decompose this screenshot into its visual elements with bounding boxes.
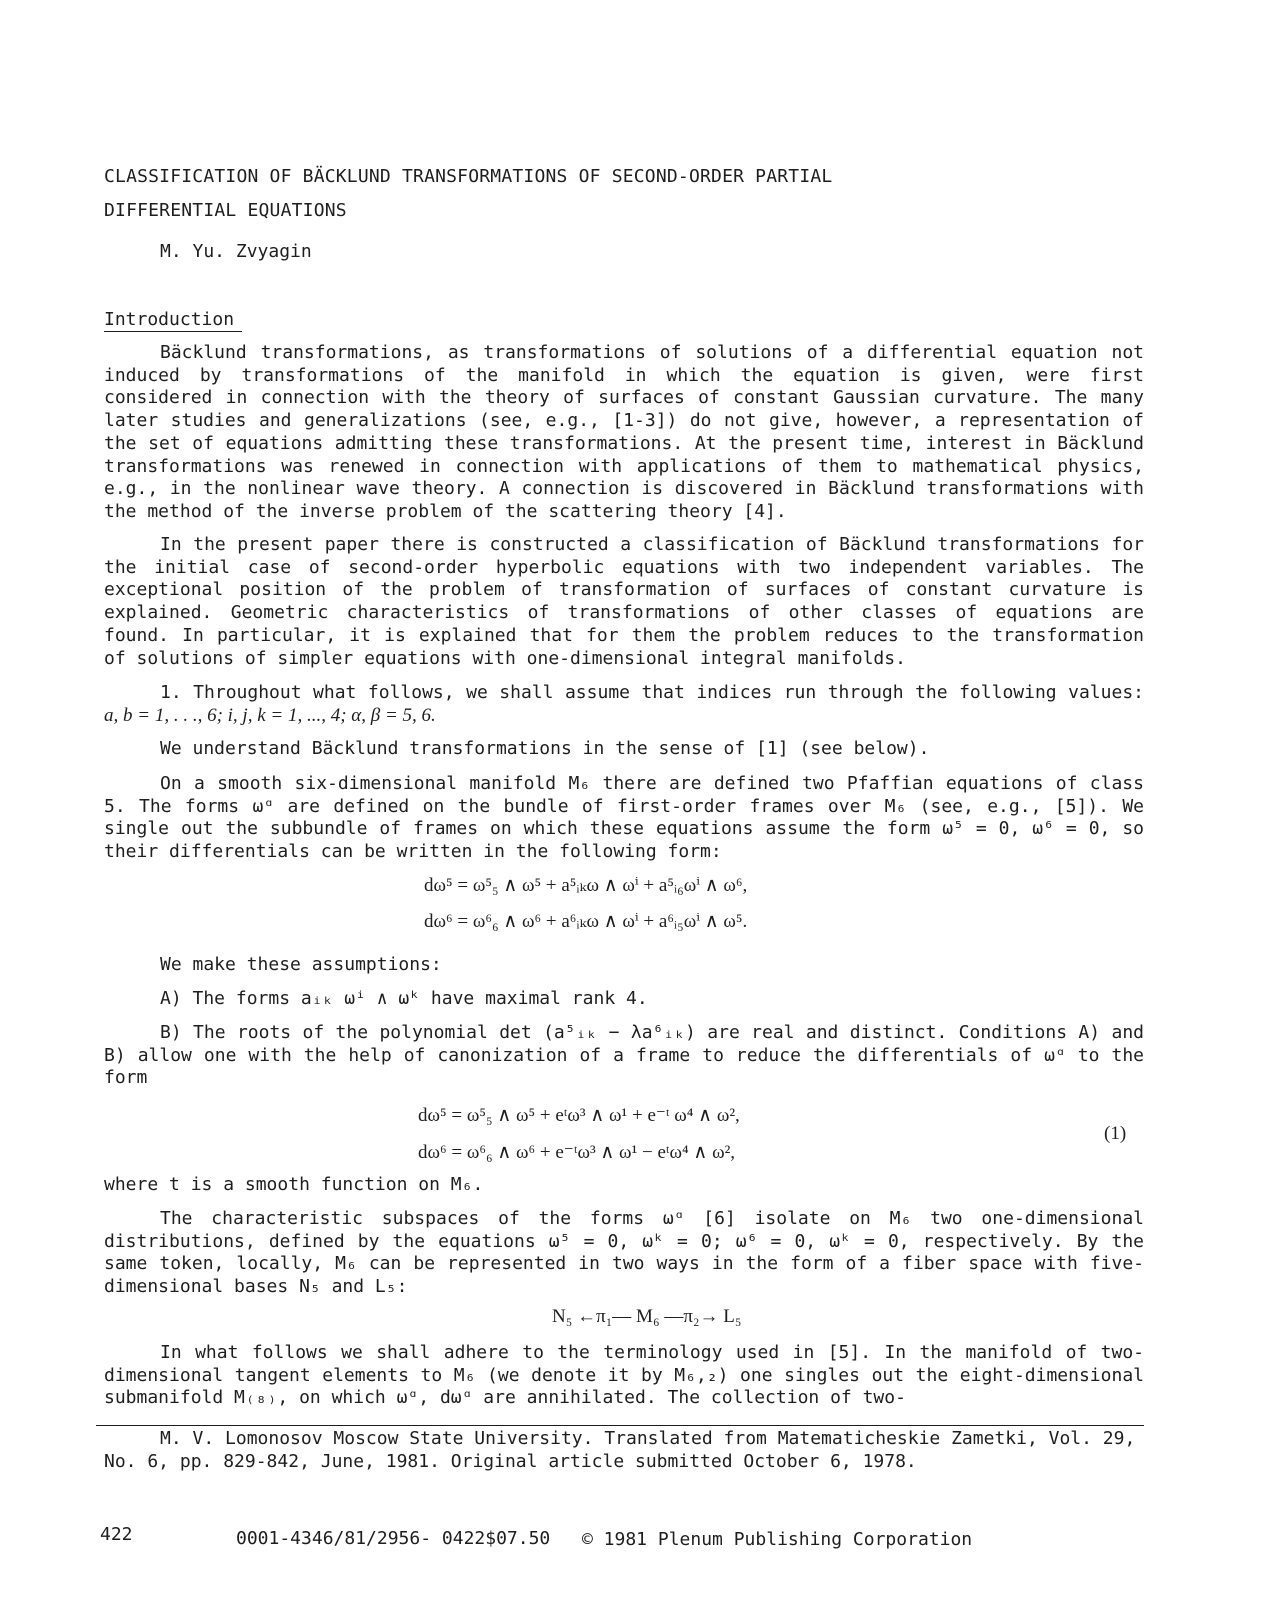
paragraph-5 bbox=[104, 773, 1144, 864]
page-number: 422 bbox=[100, 1524, 133, 1545]
equation-dw6: dω⁶ = ω⁶₆ ∧ ω⁶ + a⁶ᵢₖω ∧ ωⁱ + a⁶ᵢ₅ωⁱ ∧ ω⁵. bbox=[424, 911, 748, 932]
assumption-a: A) The forms aᵢₖ ωⁱ ∧ ωᵏ have maximal rank 4. bbox=[160, 988, 648, 1009]
footnote-divider bbox=[96, 1425, 1144, 1426]
paper-title bbox=[104, 160, 1144, 228]
paragraph-10 bbox=[104, 1208, 1144, 1299]
footnote bbox=[104, 1428, 1144, 1473]
paragraph-11 bbox=[104, 1342, 1144, 1410]
paragraph-6-text: We make these assumptions: bbox=[160, 954, 442, 975]
paragraph-9-text: where t is a smooth function on M₆. bbox=[104, 1174, 484, 1195]
paragraph-10-text: The characteristic subspaces of the forms ωᵅ [6] isolate on M₆ two one-dimensional distributions, defined by the equations ω⁵ = 0, ωᵏ = 0; ω⁶ = 0, ωᵏ = 0, respectively. By the same token, locally, M₆ can be represented in two ways in the form of a fiber space with five-dimensional bases N₅ and L₅: bbox=[104, 1208, 1144, 1298]
section-heading-introduction: Introduction bbox=[104, 309, 242, 332]
author: M. Yu. Zvyagin bbox=[160, 241, 312, 262]
paragraph-11-text: In what follows we shall adhere to the terminology used in [5]. In the manifold of two-dimensional tangent elements to M₆ (we denote it by M₆,₂) one singles out the eight-dimensional submanifold M₍₈₎, on which ωᵅ, dωᵅ are annihilated. The collection of two- bbox=[104, 1342, 1144, 1409]
paragraph-6 bbox=[104, 954, 1144, 977]
footnote-text: M. V. Lomonosov Moscow State University. Translated from Matematicheskie Zametki, Vol. 29, No. 6, pp. 829-842, June, 1981. Original article submitted October 6, 1978. bbox=[104, 1428, 1136, 1472]
fiber-space-diagram: N₅ ←π₁— M₆ —π₂→ L₅ bbox=[552, 1306, 742, 1327]
equation-dw5: dω⁵ = ω⁵₅ ∧ ω⁵ + a⁵ᵢₖω ∧ ωⁱ + a⁵ᵢ₆ωⁱ ∧ ω⁶, bbox=[424, 875, 748, 896]
index-ranges: a, b = 1, . . ., 6; i, j, k = 1, ..., 4; α, β = 5, 6. bbox=[104, 704, 436, 726]
paragraph-3-body bbox=[104, 682, 1144, 727]
paragraph-8 bbox=[104, 1022, 1144, 1090]
paragraph-9 bbox=[104, 1174, 1144, 1197]
paragraph-5-text: On a smooth six-dimensional manifold M₆ there are defined two Pfaffian equations of class 5. The forms ωᵅ are defined on the bundle of first-order frames over M₆ (see, e.g., [5]). We single out the subbundle of frames on which these equations assume the form ω⁵ = 0, ω⁶ = 0, so their differentials can be written in the following form: bbox=[104, 773, 1144, 863]
assumption-b: B) The roots of the polynomial det (a⁵ᵢₖ − λa⁶ᵢₖ) are real and distinct. Conditions A) and B) allow one with the help of canonization of a frame to reduce the differentials of ωᵅ to the form bbox=[104, 1022, 1144, 1089]
paragraph-3-text: 1. Throughout what follows, we shall assume that indices run through the following values: bbox=[160, 682, 1144, 703]
paragraph-4-text: We understand Bäcklund transformations in the sense of [1] (see below). bbox=[160, 738, 930, 759]
equation-canonical-dw5: dω⁵ = ω⁵₅ ∧ ω⁵ + eᵗω³ ∧ ω¹ + e⁻ᵗ ω⁴ ∧ ω², bbox=[418, 1105, 740, 1126]
equation-canonical-dw6: dω⁶ = ω⁶₆ ∧ ω⁶ + e⁻ᵗω³ ∧ ω¹ − eᵗω⁴ ∧ ω², bbox=[418, 1142, 736, 1163]
copyright: © 1981 Plenum Publishing Corporation bbox=[582, 1529, 973, 1550]
title-line-1: CLASSIFICATION OF BÄCKLUND TRANSFORMATIONS OF SECOND-ORDER PARTIAL bbox=[104, 166, 833, 187]
paragraph-2 bbox=[104, 534, 1144, 670]
journal-code: 0001-4346/81/2956- 0422$07.50 bbox=[236, 1528, 551, 1549]
title-line-2: DIFFERENTIAL EQUATIONS bbox=[104, 200, 347, 221]
paragraph-4 bbox=[104, 738, 1144, 761]
paragraph-3 bbox=[104, 682, 1144, 727]
paragraph-1-text: Bäcklund transformations, as transformations of solutions of a differential equation not induced by transformations of the manifold in which the equation is given, were first considered in connection with the theory of surfaces of constant Gaussian curvature. The many later studies and generalizations (see, e.g., [1-3]) do not give, however, a representation of the set of equations admitting these transformations. At the present time, interest in Bäcklund transformations was renewed in connection with applications of them to mathematical physics, e.g., in the nonlinear wave theory. A connection is discovered in Bäcklund transformations with the method of the inverse problem of the scattering theory [4]. bbox=[104, 342, 1144, 522]
paragraph-7 bbox=[104, 988, 1144, 1011]
equation-number: (1) bbox=[1104, 1123, 1127, 1144]
paragraph-2-text: In the present paper there is constructed a classification of Bäcklund transformations for the initial case of second-order hyperbolic equations with two independent variables. The exceptional position of the problem of transformation of surfaces of constant curvature is explained. Geometric characteristics of transformations of other classes of equations are found. In particular, it is explained that for them the problem reduces to the transformation of solutions of simpler equations with one-dimensional integral manifolds. bbox=[104, 534, 1144, 669]
paragraph-1 bbox=[104, 342, 1144, 524]
